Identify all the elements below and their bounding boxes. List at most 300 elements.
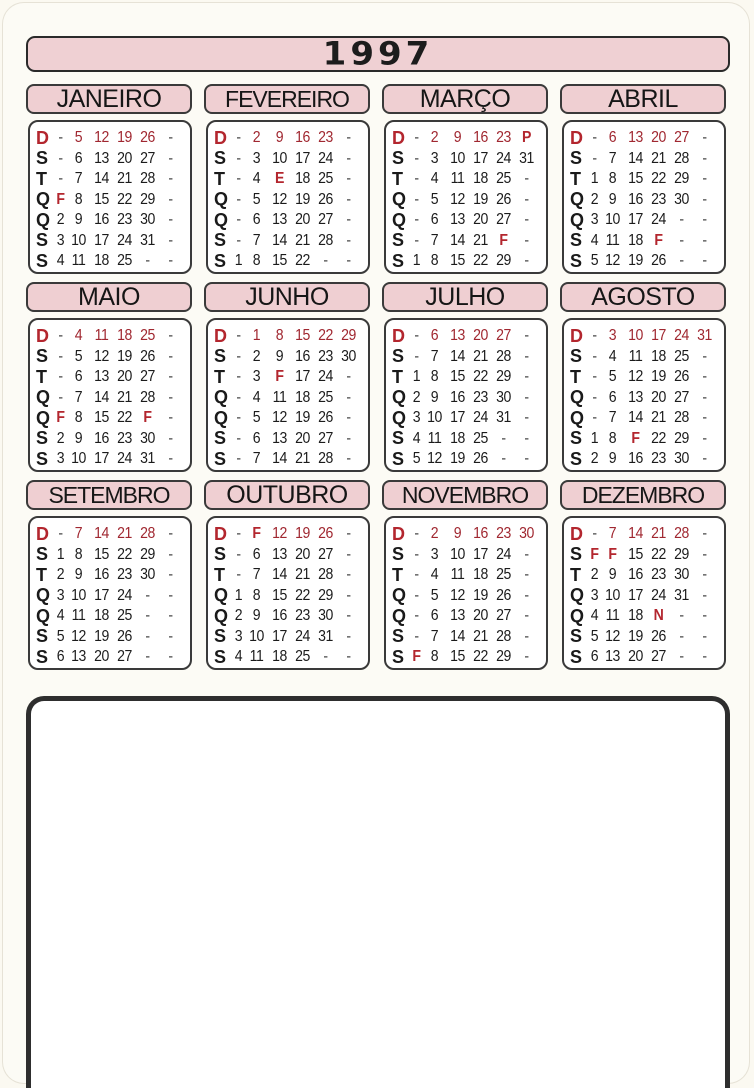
holiday-mark: F: [499, 231, 508, 249]
day-number: 17: [473, 545, 488, 563]
day-number: 7: [74, 525, 83, 543]
weekday-row: [36, 586, 186, 607]
day-number: 26: [651, 252, 666, 270]
month-name: JANEIRO: [26, 84, 192, 114]
day-number: 7: [430, 627, 439, 645]
day-number: 12: [94, 347, 109, 365]
day-number: 20: [295, 429, 310, 447]
empty-day: -: [58, 368, 63, 386]
day-number: 28: [140, 388, 155, 406]
day-number: 11: [605, 231, 620, 249]
day-number: 12: [628, 368, 643, 386]
month-dezembro: [560, 480, 726, 670]
day-number: 21: [117, 170, 132, 188]
empty-day: -: [702, 149, 707, 167]
weekday-row: [214, 326, 364, 347]
day-number: 27: [496, 327, 511, 345]
empty-day: -: [524, 409, 529, 427]
empty-day: -: [236, 368, 241, 386]
day-number: 22: [473, 252, 488, 270]
weekday-row: [214, 524, 364, 545]
weekday-initial: S: [214, 646, 227, 667]
month-julho: [382, 282, 548, 472]
empty-day: -: [702, 525, 707, 543]
empty-day: -: [323, 648, 328, 666]
day-number: 8: [430, 368, 439, 386]
day-number: 26: [117, 627, 132, 645]
weekday-row: [392, 429, 542, 450]
day-number: 23: [318, 129, 333, 147]
day-number: 17: [272, 627, 287, 645]
day-number: 3: [252, 149, 261, 167]
empty-day: -: [702, 409, 707, 427]
empty-day: -: [524, 648, 529, 666]
pocket-calendar-card: [2, 2, 750, 1084]
day-number: 14: [450, 347, 465, 365]
empty-day: -: [524, 429, 529, 447]
day-number: 27: [117, 648, 132, 666]
day-number: 28: [496, 347, 511, 365]
weekday-initial: D: [36, 523, 49, 544]
day-number: 28: [318, 566, 333, 584]
day-number: 15: [94, 545, 109, 563]
day-number: 19: [628, 252, 643, 270]
weekday-initial: D: [570, 325, 583, 346]
weekday-initial: Q: [392, 585, 407, 606]
weekday-row: [36, 429, 186, 450]
day-number: 6: [608, 388, 617, 406]
empty-day: -: [168, 409, 173, 427]
weekday-row: [36, 545, 186, 566]
day-number: 18: [295, 388, 310, 406]
day-number: 23: [473, 388, 488, 406]
day-number: 2: [590, 450, 599, 468]
empty-day: -: [702, 347, 707, 365]
empty-day: -: [679, 231, 684, 249]
empty-day: -: [346, 170, 351, 188]
day-number: 7: [252, 231, 261, 249]
empty-day: -: [168, 388, 173, 406]
day-number: 17: [94, 450, 109, 468]
day-number: 23: [496, 525, 511, 543]
empty-day: -: [346, 566, 351, 584]
weekday-initial: Q: [570, 605, 585, 626]
day-number: 29: [496, 648, 511, 666]
day-number: 6: [252, 545, 261, 563]
weekday-initial: Q: [570, 387, 585, 408]
day-number: 16: [628, 190, 643, 208]
day-number: 3: [608, 327, 617, 345]
weekday-row: [570, 326, 720, 347]
weekday-initial: S: [36, 626, 49, 647]
day-number: 11: [272, 388, 287, 406]
day-number: 11: [249, 648, 264, 666]
day-number: 7: [74, 170, 83, 188]
weekday-row: [36, 565, 186, 586]
day-number: 4: [74, 327, 83, 345]
day-number: 12: [272, 525, 287, 543]
weekday-initial: Q: [214, 387, 229, 408]
day-number: 16: [94, 566, 109, 584]
day-number: 14: [272, 231, 287, 249]
month-name: MAIO: [26, 282, 192, 312]
weekday-row: [214, 449, 364, 470]
day-number: 6: [590, 648, 599, 666]
day-number: 28: [140, 170, 155, 188]
weekday-initial: Q: [214, 605, 229, 626]
day-number: 15: [94, 409, 109, 427]
weekday-row: [214, 251, 364, 272]
day-number: 19: [651, 368, 666, 386]
day-number: 24: [496, 149, 511, 167]
month-name: AGOSTO: [560, 282, 726, 312]
empty-day: -: [236, 409, 241, 427]
empty-day: -: [346, 129, 351, 147]
day-number: 7: [252, 450, 261, 468]
weekday-row: [392, 367, 542, 388]
weekday-initial: T: [36, 564, 47, 585]
day-number: 3: [412, 409, 421, 427]
weekday-initial: S: [214, 230, 227, 251]
empty-day: -: [346, 525, 351, 543]
empty-day: -: [524, 368, 529, 386]
empty-day: -: [592, 149, 597, 167]
weekday-initial: D: [392, 127, 405, 148]
day-number: 22: [651, 429, 666, 447]
day-number: 13: [628, 388, 643, 406]
month-days-box: [562, 120, 726, 274]
day-number: 31: [318, 627, 333, 645]
empty-day: -: [414, 129, 419, 147]
day-number: 27: [651, 648, 666, 666]
day-number: 11: [450, 566, 465, 584]
day-number: 26: [674, 368, 689, 386]
day-number: 5: [74, 347, 83, 365]
day-number: 31: [140, 450, 155, 468]
day-number: 23: [117, 566, 132, 584]
day-number: 26: [473, 450, 488, 468]
day-number: 6: [56, 648, 65, 666]
weekday-row: [570, 210, 720, 231]
holiday-mark: F: [56, 409, 65, 427]
day-number: 14: [94, 388, 109, 406]
day-number: 30: [341, 347, 356, 365]
empty-day: -: [58, 525, 63, 543]
day-number: 1: [234, 586, 243, 604]
day-number: 30: [140, 566, 155, 584]
day-number: 21: [651, 525, 666, 543]
weekday-row: [392, 647, 542, 668]
day-number: 8: [74, 409, 83, 427]
weekday-initial: D: [214, 523, 227, 544]
day-number: 16: [94, 211, 109, 229]
empty-day: -: [346, 627, 351, 645]
weekday-initial: S: [570, 148, 583, 169]
empty-day: -: [323, 252, 328, 270]
day-number: 13: [71, 648, 86, 666]
day-number: 24: [496, 545, 511, 563]
day-number: 15: [94, 190, 109, 208]
day-number: 16: [272, 607, 287, 625]
empty-day: -: [679, 627, 684, 645]
day-number: 4: [430, 566, 439, 584]
day-number: 17: [94, 231, 109, 249]
month-outubro: [204, 480, 370, 670]
day-number: 1: [56, 545, 65, 563]
empty-day: -: [168, 252, 173, 270]
day-number: 14: [272, 566, 287, 584]
day-number: 22: [295, 252, 310, 270]
day-number: 17: [94, 586, 109, 604]
day-number: 24: [473, 409, 488, 427]
weekday-row: [214, 347, 364, 368]
day-number: 15: [450, 252, 465, 270]
day-number: 2: [252, 347, 261, 365]
month-days-box: [206, 120, 370, 274]
empty-day: -: [168, 525, 173, 543]
day-number: 30: [519, 525, 534, 543]
day-number: 13: [450, 327, 465, 345]
empty-day: -: [702, 648, 707, 666]
day-number: 17: [628, 586, 643, 604]
day-number: 13: [94, 149, 109, 167]
day-number: 17: [295, 149, 310, 167]
weekday-initial: D: [214, 325, 227, 346]
day-number: 22: [318, 327, 333, 345]
day-number: 28: [318, 231, 333, 249]
month-setembro: [26, 480, 192, 670]
day-number: 4: [590, 231, 599, 249]
empty-day: -: [414, 211, 419, 229]
holiday-mark: F: [56, 190, 65, 208]
weekday-initial: S: [214, 428, 227, 449]
weekday-initial: S: [214, 250, 227, 271]
day-number: 4: [234, 648, 243, 666]
day-number: 29: [140, 190, 155, 208]
day-number: 21: [295, 231, 310, 249]
day-number: 26: [140, 129, 155, 147]
weekday-row: [570, 408, 720, 429]
day-number: 26: [140, 347, 155, 365]
weekday-row: [214, 647, 364, 668]
empty-day: -: [236, 388, 241, 406]
empty-day: -: [346, 231, 351, 249]
day-number: 28: [318, 450, 333, 468]
weekday-row: [570, 190, 720, 211]
day-number: 21: [651, 409, 666, 427]
day-number: 4: [56, 252, 65, 270]
empty-day: -: [702, 607, 707, 625]
weekday-initial: S: [392, 626, 405, 647]
weekday-initial: Q: [392, 605, 407, 626]
holiday-mark: F: [275, 368, 284, 386]
empty-day: -: [168, 429, 173, 447]
day-number: 10: [450, 149, 465, 167]
day-number: 3: [590, 211, 599, 229]
day-number: 7: [252, 566, 261, 584]
day-number: 16: [94, 429, 109, 447]
empty-day: -: [168, 129, 173, 147]
weekday-initial: D: [392, 523, 405, 544]
weekday-initial: S: [570, 230, 583, 251]
day-number: 30: [140, 429, 155, 447]
empty-day: -: [414, 149, 419, 167]
weekday-row: [214, 586, 364, 607]
day-number: 2: [56, 566, 65, 584]
weekday-initial: Q: [36, 605, 51, 626]
day-number: 16: [628, 450, 643, 468]
day-number: 2: [590, 190, 599, 208]
empty-day: -: [346, 388, 351, 406]
empty-day: -: [58, 347, 63, 365]
day-number: 23: [295, 607, 310, 625]
weekday-initial: Q: [214, 407, 229, 428]
empty-day: -: [702, 545, 707, 563]
day-number: 2: [234, 607, 243, 625]
day-number: 23: [318, 347, 333, 365]
month-janeiro: [26, 84, 192, 274]
day-number: 11: [427, 429, 442, 447]
day-number: 23: [651, 190, 666, 208]
weekday-row: [570, 647, 720, 668]
weekday-initial: T: [392, 564, 403, 585]
empty-day: -: [168, 648, 173, 666]
day-number: 10: [249, 627, 264, 645]
day-number: 30: [674, 450, 689, 468]
day-number: 16: [295, 129, 310, 147]
day-number: 7: [608, 409, 617, 427]
empty-day: -: [346, 368, 351, 386]
day-number: 25: [674, 347, 689, 365]
weekday-row: [570, 231, 720, 252]
day-number: 5: [590, 252, 599, 270]
month-junho: [204, 282, 370, 472]
day-number: 14: [628, 525, 643, 543]
day-number: 6: [430, 327, 439, 345]
empty-day: -: [524, 252, 529, 270]
empty-day: -: [524, 327, 529, 345]
empty-day: -: [702, 231, 707, 249]
weekday-row: [214, 606, 364, 627]
empty-day: -: [346, 211, 351, 229]
day-number: 7: [608, 525, 617, 543]
day-number: 21: [295, 450, 310, 468]
day-number: 17: [651, 327, 666, 345]
empty-day: -: [168, 368, 173, 386]
weekday-row: [214, 429, 364, 450]
empty-day: -: [168, 170, 173, 188]
weekday-initial: S: [570, 544, 583, 565]
empty-day: -: [236, 566, 241, 584]
weekday-row: [392, 347, 542, 368]
day-number: 20: [295, 211, 310, 229]
day-number: 24: [318, 149, 333, 167]
weekday-initial: S: [36, 250, 49, 271]
empty-day: -: [236, 450, 241, 468]
day-number: 5: [430, 586, 439, 604]
day-number: 2: [430, 129, 439, 147]
day-number: 9: [275, 129, 284, 147]
weekday-row: [36, 251, 186, 272]
day-number: 12: [427, 450, 442, 468]
weekday-initial: T: [570, 366, 581, 387]
day-number: 23: [117, 429, 132, 447]
weekday-initial: T: [36, 168, 47, 189]
day-number: 17: [450, 409, 465, 427]
weekday-row: [392, 545, 542, 566]
day-number: 26: [318, 525, 333, 543]
empty-day: -: [702, 190, 707, 208]
empty-day: -: [414, 627, 419, 645]
empty-day: -: [168, 149, 173, 167]
month-name: OUTUBRO: [204, 480, 370, 510]
day-number: 16: [295, 347, 310, 365]
empty-day: -: [524, 545, 529, 563]
weekday-initial: S: [214, 148, 227, 169]
month-novembro: [382, 480, 548, 670]
day-number: 24: [318, 368, 333, 386]
empty-day: -: [168, 586, 173, 604]
day-number: 6: [430, 607, 439, 625]
day-number: 4: [252, 170, 261, 188]
month-days-box: [562, 516, 726, 670]
empty-day: -: [346, 607, 351, 625]
notes-area: [26, 696, 730, 1088]
empty-day: -: [145, 586, 150, 604]
day-number: 12: [605, 627, 620, 645]
day-number: 10: [605, 586, 620, 604]
month-marco: [382, 84, 548, 274]
day-number: 13: [628, 129, 643, 147]
empty-day: -: [236, 211, 241, 229]
empty-day: -: [346, 648, 351, 666]
weekday-initial: S: [214, 544, 227, 565]
weekday-row: [36, 388, 186, 409]
day-number: 20: [628, 648, 643, 666]
day-number: 24: [117, 450, 132, 468]
day-number: 18: [272, 648, 287, 666]
empty-day: -: [145, 627, 150, 645]
day-number: 21: [117, 388, 132, 406]
day-number: 3: [252, 368, 261, 386]
weekday-initial: S: [36, 346, 49, 367]
empty-day: -: [524, 388, 529, 406]
weekday-row: [36, 169, 186, 190]
empty-day: -: [236, 170, 241, 188]
empty-day: -: [592, 388, 597, 406]
empty-day: -: [346, 190, 351, 208]
day-number: 22: [117, 409, 132, 427]
empty-day: -: [236, 149, 241, 167]
day-number: 8: [608, 170, 617, 188]
day-number: 5: [252, 190, 261, 208]
day-number: 1: [252, 327, 261, 345]
holiday-mark: E: [275, 170, 284, 188]
day-number: 20: [117, 368, 132, 386]
month-name: SETEMBRO: [26, 480, 192, 510]
month-agosto: [560, 282, 726, 472]
empty-day: -: [679, 252, 684, 270]
day-number: 10: [71, 450, 86, 468]
day-number: 25: [496, 566, 511, 584]
day-number: 31: [496, 409, 511, 427]
weekday-initial: S: [392, 148, 405, 169]
day-number: 4: [430, 170, 439, 188]
day-number: 14: [628, 149, 643, 167]
weekday-initial: Q: [570, 209, 585, 230]
day-number: 25: [140, 327, 155, 345]
day-number: 22: [117, 190, 132, 208]
